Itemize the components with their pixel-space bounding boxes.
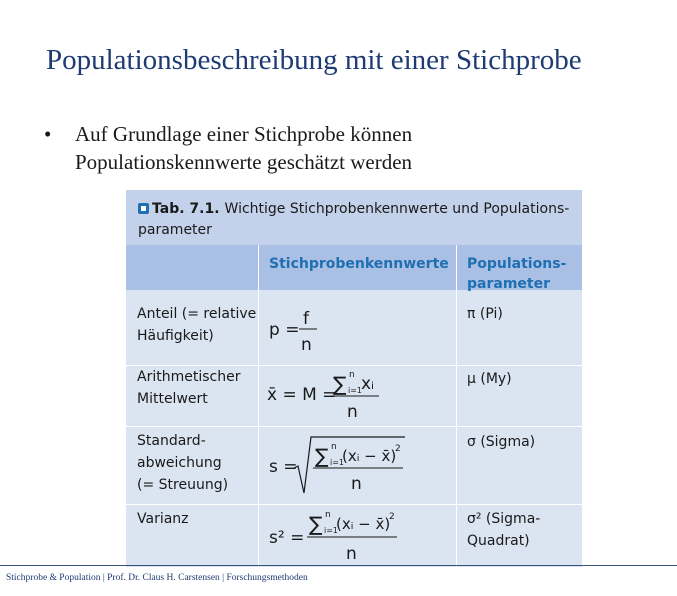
param-pi: π (Pi) xyxy=(467,306,503,322)
sum-upper: n xyxy=(349,370,355,380)
row-label-line: Anteil (= relative xyxy=(137,306,257,322)
row-label-line: Standard- xyxy=(137,433,206,449)
sum-lower: i=1 xyxy=(324,526,339,535)
param-line: Quadrat) xyxy=(467,533,530,549)
table-caption xyxy=(126,190,582,245)
table-header-row xyxy=(126,245,582,290)
sqrt-symbol xyxy=(294,437,405,493)
formula-denominator: n xyxy=(301,335,312,355)
formula-lhs: x̄ = M = xyxy=(267,385,337,405)
formula-variance xyxy=(269,508,449,567)
row-label-line: Mittelwert xyxy=(137,391,208,407)
sum-lower: i=1 xyxy=(330,458,345,467)
row-label-line: abweichung xyxy=(137,455,222,471)
formula-term: (xᵢ − x̄) xyxy=(336,515,391,533)
formula-lhs: s = xyxy=(269,457,298,477)
footer-divider xyxy=(0,565,677,566)
slide-title: Populationsbeschreibung mit einer Stichprobe xyxy=(46,44,582,76)
formula-exponent: 2 xyxy=(395,444,401,454)
row-label-anteil xyxy=(137,303,256,347)
column-divider xyxy=(258,245,259,567)
row-label-mittelwert xyxy=(137,366,240,410)
sum-lower: i=1 xyxy=(348,386,363,395)
formula-denominator: n xyxy=(351,474,362,494)
formula-lhs: p = xyxy=(269,320,300,340)
header-population-line-1: Populations- xyxy=(467,256,567,272)
sum-upper: n xyxy=(325,510,331,520)
bullet-line-1: Auf Grundlage einer Stichprobe können xyxy=(75,122,413,146)
param-my: μ (My) xyxy=(467,371,512,387)
formula-mean xyxy=(267,367,417,431)
formula-denominator: n xyxy=(346,544,357,564)
formula-lhs: s² = xyxy=(269,528,305,548)
param-line: σ² (Sigma- xyxy=(467,511,541,527)
formula-term: (xᵢ − x̄) xyxy=(342,447,397,465)
row-label-varianz: Varianz xyxy=(137,511,189,527)
column-divider xyxy=(456,245,457,567)
header-population-params xyxy=(467,254,566,294)
param-sigma-squared xyxy=(467,508,540,552)
row-label-line: Häufigkeit) xyxy=(137,328,214,344)
row-divider xyxy=(126,504,582,505)
row-label-standardabweichung xyxy=(137,430,228,496)
formula-variable: xᵢ xyxy=(361,374,375,394)
formula-exponent: 2 xyxy=(389,512,395,522)
bullet-line-2: Populationskennwerte geschätzt werden xyxy=(75,150,413,174)
slide-footer: Stichprobe & Population | Prof. Dr. Claus H. Carstensen | Forschungsmethoden xyxy=(6,573,308,583)
caption-text-2: parameter xyxy=(138,222,212,238)
formula-std-dev xyxy=(269,433,449,503)
formula-proportion xyxy=(269,300,329,364)
header-sample-stats: Stichprobenkennwerte xyxy=(269,256,449,272)
param-sigma: σ (Sigma) xyxy=(467,434,536,450)
caption-label: Tab. 7.1. xyxy=(152,201,220,217)
formula-denominator: n xyxy=(347,402,358,422)
sum-symbol: ∑ xyxy=(315,444,329,468)
row-label-line: (= Streuung) xyxy=(137,477,229,493)
sum-upper: n xyxy=(331,442,337,452)
row-label-line: Arithmetischer xyxy=(137,369,241,385)
table-icon xyxy=(138,203,149,214)
sum-symbol: ∑ xyxy=(309,512,323,536)
caption-text: Wichtige Stichprobenkennwerte und Populations- xyxy=(224,201,570,217)
statistics-table xyxy=(126,190,582,567)
formula-numerator: f xyxy=(303,309,309,329)
bullet-dot: • xyxy=(44,122,52,146)
bullet-text xyxy=(75,120,635,176)
header-population-line-2: parameter xyxy=(467,276,550,292)
sum-symbol: ∑ xyxy=(333,372,347,396)
